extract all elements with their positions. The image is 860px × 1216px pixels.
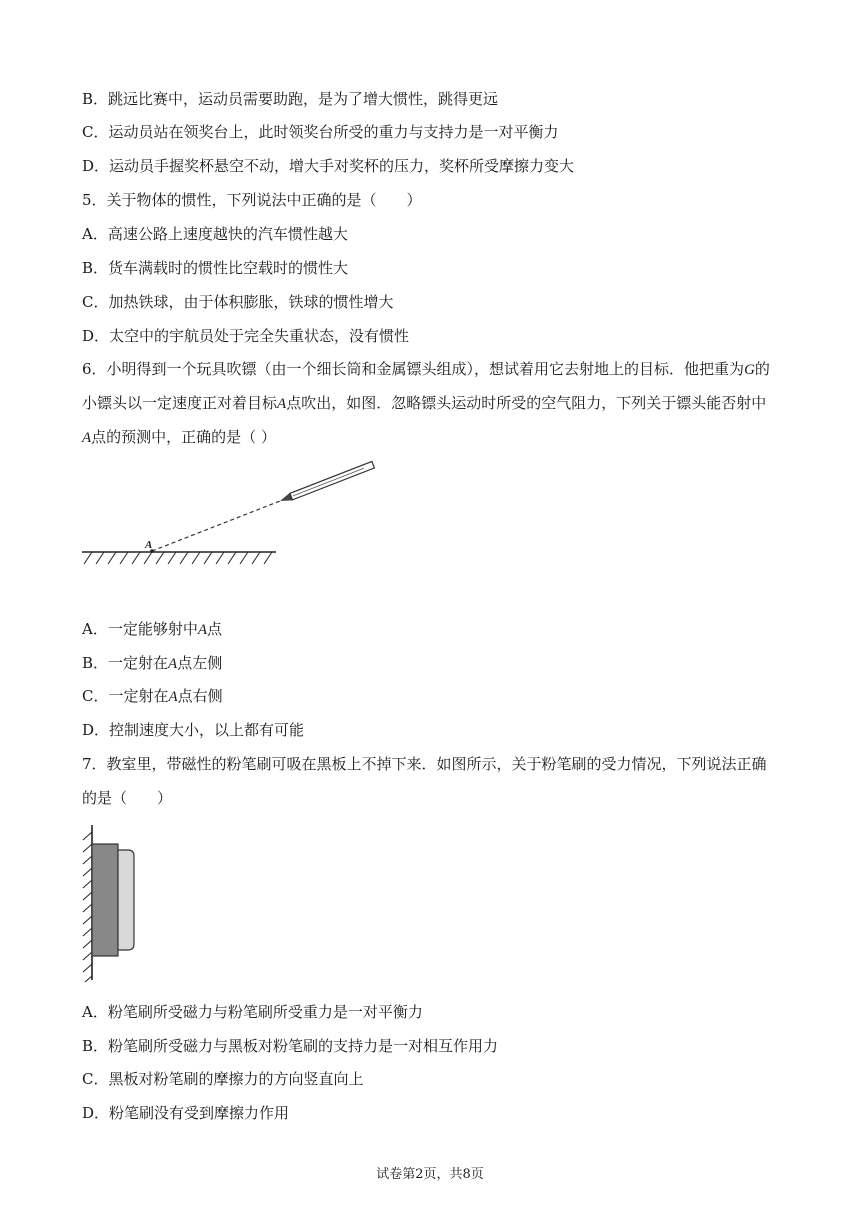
dart-figure [80, 460, 380, 570]
q5-option-a: A．高速公路上速度越快的汽车惯性越大 [82, 225, 348, 243]
q4-option-c: C．运动员站在领奖台上，此时领奖台所受的重力与支持力是一对平衡力 [82, 123, 559, 141]
q4-option-b: B．跳远比赛中，运动员需要助跑，是为了增大惯性，跳得更远 [82, 90, 499, 108]
target-label: A [145, 539, 153, 551]
q6-option-a: A．一定能够射中A点 [82, 620, 223, 638]
q6-stem-line3: A点的预测中，正确的是（ ） [82, 428, 276, 446]
q7-option-a: A．粉笔刷所受磁力与粉笔刷所受重力是一对平衡力 [82, 1003, 423, 1021]
chalk-eraser-figure [80, 822, 150, 984]
q7-stem-line2: 的是（ ） [82, 789, 173, 807]
q7-stem-line1: 7．教室里，带磁性的粉笔刷可吸在黑板上不掉下来．如图所示，关于粉笔刷的受力情况，下列说法正确 [82, 755, 767, 773]
q6-option-b: B．一定射在A点左侧 [82, 654, 223, 672]
q5-option-b: B．货车满载时的惯性比空载时的惯性大 [82, 259, 349, 277]
q7-option-d: D．粉笔刷没有受到摩擦力作用 [82, 1104, 290, 1122]
q7-option-b: B．粉笔刷所受磁力与黑板对粉笔刷的支持力是一对相互作用力 [82, 1037, 499, 1055]
q5-option-c: C．加热铁球，由于体积膨胀，铁球的惯性增大 [82, 293, 394, 311]
q6-stem-line1: 6．小明得到一个玩具吹镖（由一个细长筒和金属镖头组成），想试着用它去射地上的目标．他把重为G的 [82, 360, 770, 378]
q6-stem-line2: 小镖头以一定速度正对着目标A点吹出，如图．忽略镖头运动时所受的空气阻力，下列关于镖头能否射中 [82, 394, 767, 412]
q5-option-d: D．太空中的宇航员处于完全失重状态，没有惯性 [82, 327, 410, 345]
q6-option-c: C．一定射在A点右侧 [82, 687, 223, 705]
q6-option-d: D．控制速度大小，以上都有可能 [82, 721, 305, 739]
q7-option-c: C．黑板对粉笔刷的摩擦力的方向竖直向上 [82, 1070, 364, 1088]
page-footer: 试卷第2页，共8页 [376, 1167, 484, 1182]
q4-option-d: D．运动员手握奖杯悬空不动，增大手对奖杯的压力，奖杯所受摩擦力变大 [82, 157, 575, 175]
q5-stem: 5．关于物体的惯性，下列说法中正确的是（ ） [82, 191, 422, 209]
